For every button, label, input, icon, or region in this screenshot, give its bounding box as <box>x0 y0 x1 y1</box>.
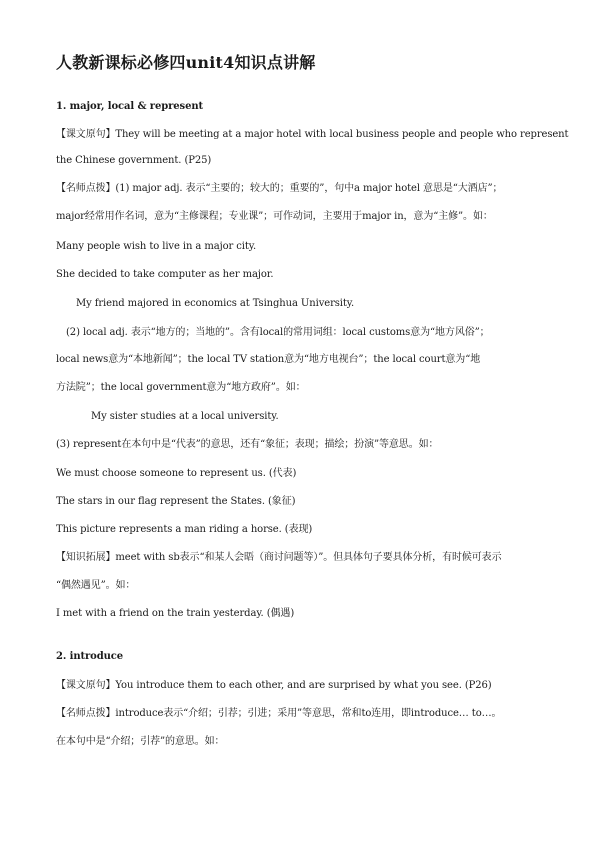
example-sentence: I met with a friend on the train yesterday. (偶遇) <box>56 608 295 619</box>
text-line: 【课文原句】You introduce them to each other, and are surprised by what you see. (P26) <box>56 680 492 691</box>
text-line: 在本句中是“介绍；引荐”的意思。如： <box>56 736 225 747</box>
text-line: 【课文原句】They will be meeting at a major hotel with local business people and people who represent <box>56 129 569 140</box>
text-line: 【名师点拨】introduce表示“介绍；引荐；引进；采用”等意思，常和to连用，即introduce… to…。 <box>56 708 502 719</box>
text-line: (3) represent在本句中是“代表”的意思，还有“象征；表现；描绘；扮演”等意思。如： <box>56 439 439 450</box>
example-sentence: Many people wish to live in a major city. <box>56 241 257 252</box>
page-title: 人教新课标必修四unit4知识点讲解 <box>56 53 316 72</box>
section-heading: 1. major, local & represent <box>56 101 204 112</box>
example-sentence: My sister studies at a local university. <box>91 411 279 422</box>
text-line: “偶然遇见”。如： <box>56 580 136 591</box>
example-sentence: My friend majored in economics at Tsinghua University. <box>76 298 355 309</box>
text-line: the Chinese government. (P25) <box>56 155 212 166</box>
example-sentence: She decided to take computer as her major. <box>56 269 274 280</box>
text-line: 【知识拓展】meet with sb表示“和某人会晤（商讨问题等）”。但具体句子要具体分析，有时候可表示 <box>56 552 502 563</box>
section-heading: 2. introduce <box>56 651 124 662</box>
text-line: (2) local adj. 表示“地方的；当地的”。含有local的常用词组：local customs意为“地方风俗”； <box>66 327 490 338</box>
text-line: 【名师点拨】(1) major adj. 表示“主要的；较大的；重要的”，句中a major hotel 意思是“大酒店”； <box>56 183 503 194</box>
text-line: 方法院”；the local government意为“地方政府”。如： <box>56 382 306 393</box>
example-sentence: The stars in our flag represent the States. (象征) <box>56 496 296 507</box>
example-sentence: We must choose someone to represent us. (代表) <box>56 468 297 479</box>
text-line: major经常用作名词，意为“主修课程；专业课”；可作动词，主要用于major in，意为“主修”。如： <box>56 211 493 222</box>
text-line: local news意为“本地新闻”；the local TV station意为“地方电视台”；the local court意为“地 <box>56 354 481 365</box>
example-sentence: This picture represents a man riding a horse. (表现) <box>56 524 313 535</box>
